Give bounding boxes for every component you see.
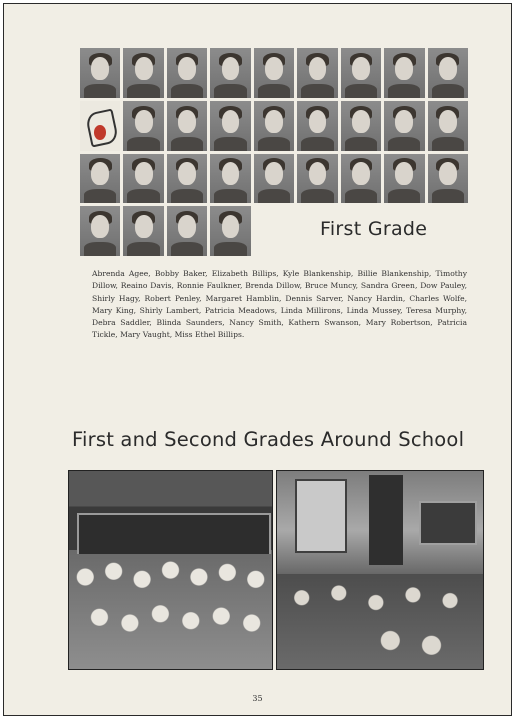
portrait-face bbox=[222, 57, 240, 80]
portrait-face bbox=[309, 110, 327, 133]
portrait-shirt bbox=[84, 242, 116, 256]
blank-cell bbox=[254, 206, 294, 256]
section-title: First Grade bbox=[320, 218, 428, 240]
doodle-dot bbox=[94, 125, 106, 140]
portrait-face bbox=[178, 162, 196, 185]
portrait-face bbox=[91, 57, 109, 80]
student-portrait bbox=[341, 48, 381, 98]
portrait-shirt bbox=[171, 137, 203, 151]
student-portrait bbox=[297, 48, 337, 98]
portrait-face bbox=[91, 162, 109, 185]
portrait-face bbox=[352, 162, 370, 185]
portrait-face bbox=[395, 110, 413, 133]
portrait-face bbox=[222, 162, 240, 185]
portrait-face bbox=[265, 57, 283, 80]
portrait-face bbox=[135, 110, 153, 133]
portrait-face bbox=[135, 162, 153, 185]
portrait-shirt bbox=[432, 84, 464, 98]
student-portrait bbox=[210, 154, 250, 204]
student-portrait bbox=[123, 48, 163, 98]
portrait-shirt bbox=[258, 137, 290, 151]
portrait-shirt bbox=[432, 189, 464, 203]
portrait-shirt bbox=[258, 189, 290, 203]
student-portrait bbox=[80, 154, 120, 204]
portrait-shirt bbox=[171, 242, 203, 256]
student-portrait bbox=[123, 101, 163, 151]
student-portrait bbox=[297, 154, 337, 204]
portrait-shirt bbox=[214, 189, 246, 203]
student-portrait bbox=[123, 154, 163, 204]
portrait-shirt bbox=[84, 189, 116, 203]
student-portrait bbox=[384, 101, 424, 151]
student-portrait bbox=[297, 101, 337, 151]
portrait-shirt bbox=[214, 137, 246, 151]
portrait-face bbox=[178, 110, 196, 133]
classroom-photo bbox=[276, 470, 484, 670]
student-portrait bbox=[384, 48, 424, 98]
student-portrait bbox=[167, 48, 207, 98]
student-portrait bbox=[428, 101, 468, 151]
portrait-shirt bbox=[388, 189, 420, 203]
portrait-shirt bbox=[84, 84, 116, 98]
student-portrait bbox=[210, 48, 250, 98]
yearbook-page bbox=[3, 3, 512, 716]
student-portrait bbox=[428, 48, 468, 98]
portrait-shirt bbox=[171, 84, 203, 98]
portrait-shirt bbox=[388, 137, 420, 151]
student-portrait bbox=[80, 206, 120, 256]
portrait-shirt bbox=[127, 137, 159, 151]
student-portrait bbox=[341, 154, 381, 204]
page-number: 35 bbox=[252, 694, 263, 703]
portrait-shirt bbox=[345, 84, 377, 98]
portrait-shirt bbox=[171, 189, 203, 203]
portrait-shirt bbox=[301, 137, 333, 151]
portrait-face bbox=[395, 57, 413, 80]
portrait-face bbox=[395, 162, 413, 185]
classroom-door bbox=[369, 475, 403, 565]
portrait-shirt bbox=[214, 84, 246, 98]
portrait-shirt bbox=[345, 189, 377, 203]
student-portrait bbox=[210, 101, 250, 151]
student-portrait bbox=[167, 101, 207, 151]
portrait-shirt bbox=[301, 84, 333, 98]
student-portrait bbox=[167, 206, 207, 256]
student-portrait bbox=[428, 154, 468, 204]
children-in-party-hats bbox=[69, 554, 272, 669]
portrait-shirt bbox=[301, 189, 333, 203]
student-portrait bbox=[80, 48, 120, 98]
class-party-photo bbox=[68, 470, 273, 670]
portrait-face bbox=[222, 110, 240, 133]
portrait-shirt bbox=[127, 189, 159, 203]
portrait-face bbox=[439, 162, 457, 185]
student-portrait bbox=[254, 154, 294, 204]
student-portrait bbox=[254, 48, 294, 98]
portrait-shirt bbox=[388, 84, 420, 98]
portrait-face bbox=[309, 57, 327, 80]
portrait-shirt bbox=[127, 84, 159, 98]
portrait-face bbox=[265, 162, 283, 185]
portrait-face bbox=[439, 110, 457, 133]
portrait-face bbox=[309, 162, 327, 185]
portrait-face bbox=[178, 215, 196, 238]
portrait-face bbox=[135, 57, 153, 80]
portrait-shirt bbox=[345, 137, 377, 151]
portrait-face bbox=[222, 215, 240, 238]
portrait-face bbox=[91, 215, 109, 238]
portrait-face bbox=[135, 215, 153, 238]
blank-cell bbox=[428, 206, 468, 256]
student-portrait bbox=[123, 206, 163, 256]
spread-headline: First and Second Grades Around School bbox=[72, 428, 465, 451]
portrait-shirt bbox=[127, 242, 159, 256]
class-roster: Abrenda Agee, Bobby Baker, Elizabeth Billips, Kyle Blankenship, Billie Blankenship, Timothy Dillow, Reaino Davis, Ronnie Faulkner, Brenda Dillow, Bruce Muncy, Sandra Green, Dow Pauley, Shirly Hagy, Robert Penley, Margaret Hamblin, Dennis Sarver, Nancy Hardin, Charles Wolfe, Mary King, Shirly Lambert, Patricia Meadows, Linda Millirons, Linda Mussey, Teresa Murphy, Debra Saddler, Blinda Saunders, Nancy Smith, Kathern Swanson, Mary Robertson, Patricia Tickle, Mary Vaught, Miss Ethel Billips. bbox=[92, 269, 467, 340]
portrait-face bbox=[352, 110, 370, 133]
student-portrait bbox=[254, 101, 294, 151]
students-at-desks bbox=[277, 574, 483, 669]
portrait-face bbox=[439, 57, 457, 80]
drawing-illustration bbox=[80, 101, 120, 151]
portrait-face bbox=[352, 57, 370, 80]
wall-chart bbox=[419, 501, 477, 545]
portrait-face bbox=[178, 57, 196, 80]
student-portrait bbox=[341, 101, 381, 151]
student-portrait bbox=[384, 154, 424, 204]
portrait-shirt bbox=[214, 242, 246, 256]
portrait-face bbox=[265, 110, 283, 133]
portrait-shirt bbox=[432, 137, 464, 151]
portrait-shirt bbox=[258, 84, 290, 98]
classroom-window bbox=[295, 479, 347, 553]
student-portrait bbox=[167, 154, 207, 204]
student-portrait bbox=[210, 206, 250, 256]
